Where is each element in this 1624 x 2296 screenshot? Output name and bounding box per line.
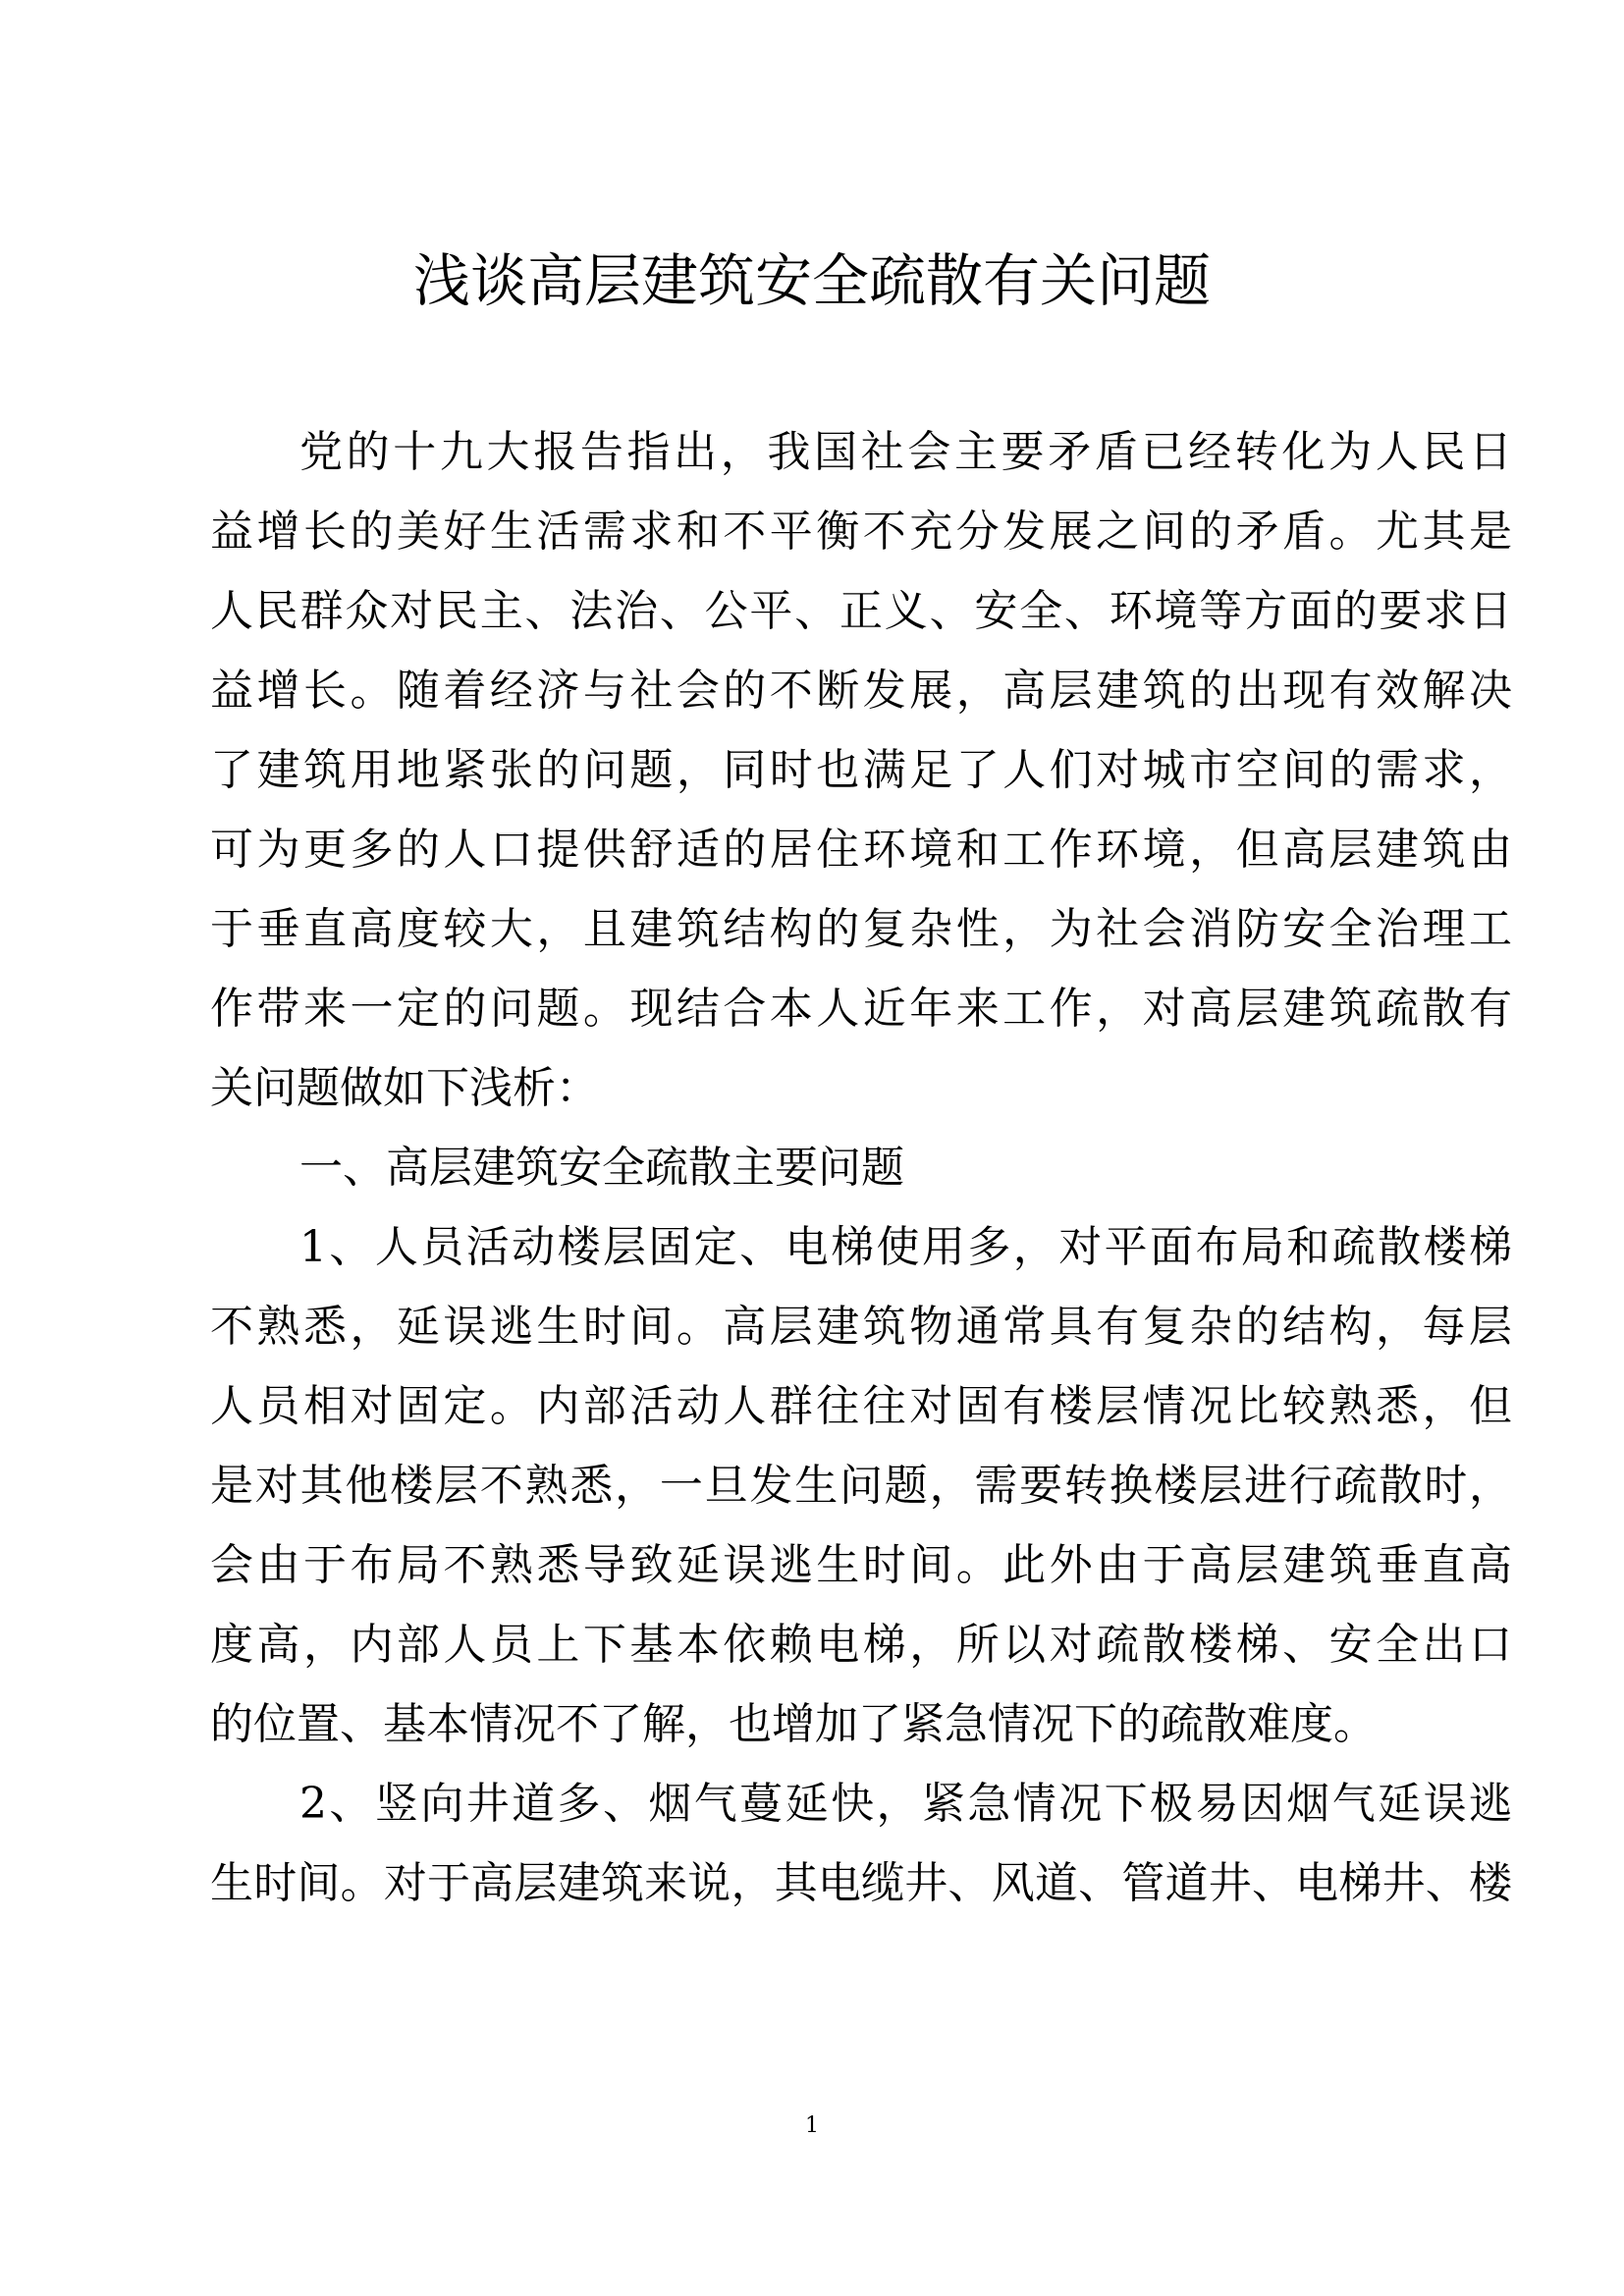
paragraph-line: 益增长的美好生活需求和不平衡不充分发展之间的矛盾。尤其是 (210, 507, 1512, 557)
paragraph-line-text: 、人员活动楼层固定、电梯使用多，对平面布局和疏散楼梯 (327, 1222, 1512, 1272)
paragraph-line: 人民群众对民主、法治、公平、正义、安全、环境等方面的要求日 (210, 586, 1512, 636)
paragraph-line: 度高，内部人员上下基本依赖电梯，所以对疏散楼梯、安全出口 (210, 1620, 1512, 1670)
page-number: 1 (805, 2113, 819, 2138)
paragraph-line: 了建筑用地紧张的问题，同时也满足了人们对城市空间的需求， (210, 745, 1512, 795)
paragraph-line: 的位置、基本情况不了解，也增加了紧急情况下的疏散难度。 (210, 1699, 1377, 1749)
paragraph-line: 生时间。对于高层建筑来说，其电缆井、风道、管道井、电梯井、楼 (210, 1858, 1512, 1908)
paragraph-line: 益增长。随着经济与社会的不断发展，高层建筑的出现有效解决 (210, 666, 1512, 716)
paragraph-line: 关问题做如下浅析： (210, 1063, 599, 1113)
paragraph-line: 作带来一定的问题。现结合本人近年来工作，对高层建筑疏散有 (210, 984, 1512, 1034)
paragraph-line: 党的十九大报告指出，我国社会主要矛盾已经转化为人民日 (299, 427, 1512, 477)
section-heading: 一、高层建筑安全疏散主要问题 (299, 1143, 904, 1193)
paragraph-line-text: 、竖向井道多、烟气蔓延快，紧急情况下极易因烟气延误逃 (327, 1779, 1512, 1829)
paragraph-line: 于垂直高度较大，且建筑结构的复杂性，为社会消防安全治理工 (210, 904, 1512, 954)
paragraph-line (299, 1217, 1512, 1278)
item-number: 1 (299, 1222, 327, 1272)
item-number: 2 (299, 1779, 327, 1829)
paragraph-line: 会由于布局不熟悉导致延误逃生时间。此外由于高层建筑垂直高 (210, 1540, 1512, 1590)
paragraph-line: 不熟悉，延误逃生时间。高层建筑物通常具有复杂的结构，每层 (210, 1302, 1512, 1352)
paragraph-line: 人员相对固定。内部活动人群往往对固有楼层情况比较熟悉，但 (210, 1381, 1512, 1431)
document-title: 浅谈高层建筑安全疏散有关问题 (412, 247, 1211, 314)
paragraph-line (299, 1774, 1512, 1835)
paragraph-line: 可为更多的人口提供舒适的居住环境和工作环境，但高层建筑由 (210, 825, 1512, 875)
paragraph-line: 是对其他楼层不熟悉，一旦发生问题，需要转换楼层进行疏散时， (210, 1461, 1512, 1511)
